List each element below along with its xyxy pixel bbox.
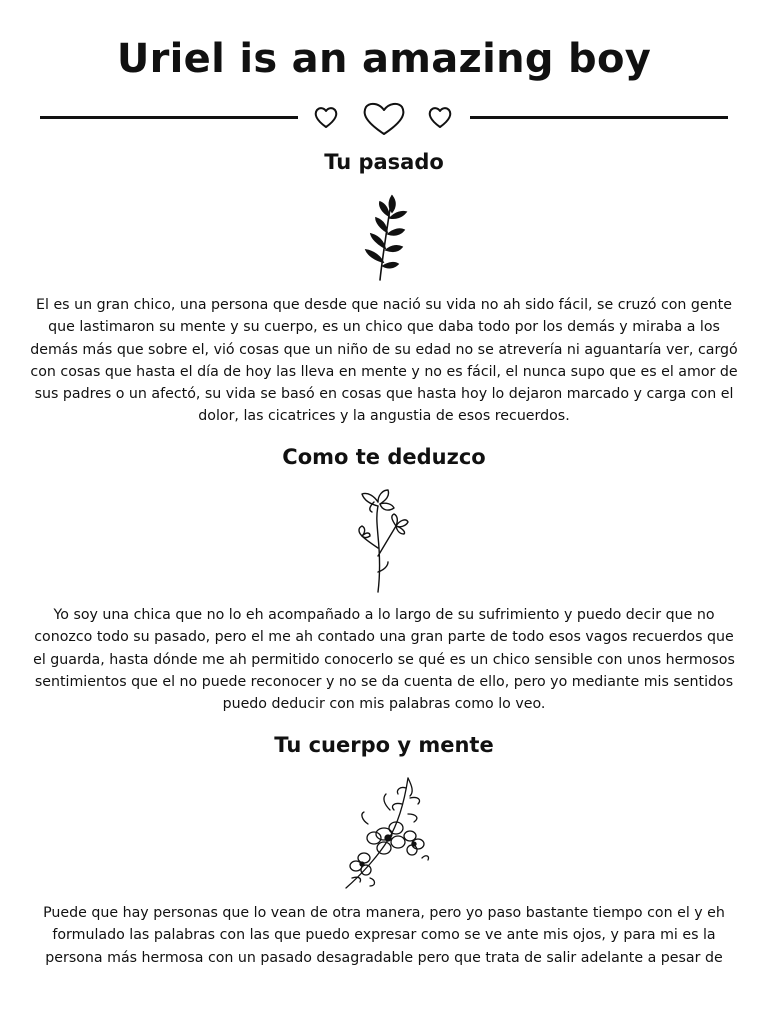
wildflower-icon <box>350 486 418 594</box>
flower-bouquet-icon <box>338 774 432 892</box>
heart-icon <box>316 108 337 127</box>
document-title: Uriel is an amazing boy <box>116 36 652 82</box>
section-heading-tu-pasado: Tu pasado <box>324 150 444 174</box>
divider-line-left <box>40 116 298 119</box>
section-heading-tu-cuerpo-y-mente: Tu cuerpo y mente <box>274 733 494 757</box>
hearts-ornament <box>308 100 460 140</box>
heart-icon <box>430 108 451 127</box>
heart-icon <box>365 104 404 134</box>
section-heading-como-te-deduzco: Como te deduzco <box>282 445 486 469</box>
section-text-tu-pasado: El es un gran chico, una persona que desde que nació su vida no ah sido fácil, se cruzó con gente que lastimaron su mente y su cuerpo, es un chico que daba todo por los demás y miraba a los demás más que sobre el, vió cosas que un niño de su edad no se atrevería ni aguantaría ver, cargó con cosas que hasta el día de hoy las lleva en mente y no es fácil, el nunca supo que es el amor de sus padres o un afectó, su vida se basó en cosas que hasta hoy lo dejaron marcado y carga con el dolor, las cicatrices y la angustia de esos recuerdos. <box>30 297 738 425</box>
section-text-tu-cuerpo-y-mente: Puede que hay personas que lo vean de otra manera, pero yo paso bastante tiempo con el y eh formulado las palabras con las que puedo expresar como se ve ante mis ojos, y para mi es la persona más hermosa con un pasado desagradable pero que trata de salir adelante a pesar de <box>43 905 725 966</box>
divider-line-right <box>470 116 728 119</box>
section-text-como-te-deduzco: Yo soy una chica que no lo eh acompañado a lo largo de su sufrimiento y puedo decir que no conozco todo su pasado, pero el me ah contado una gran parte de todo esos vagos recuerdos que el guarda, hasta dónde me ah permitido conocerlo se qué es un chico sensible con unos hermosos sentimientos que el no puede reconocer y no se da cuenta de ello, pero yo mediante mis sentidos puedo deducir con mis palabras como lo veo. <box>33 607 735 713</box>
leafy-branch-icon <box>352 190 416 284</box>
